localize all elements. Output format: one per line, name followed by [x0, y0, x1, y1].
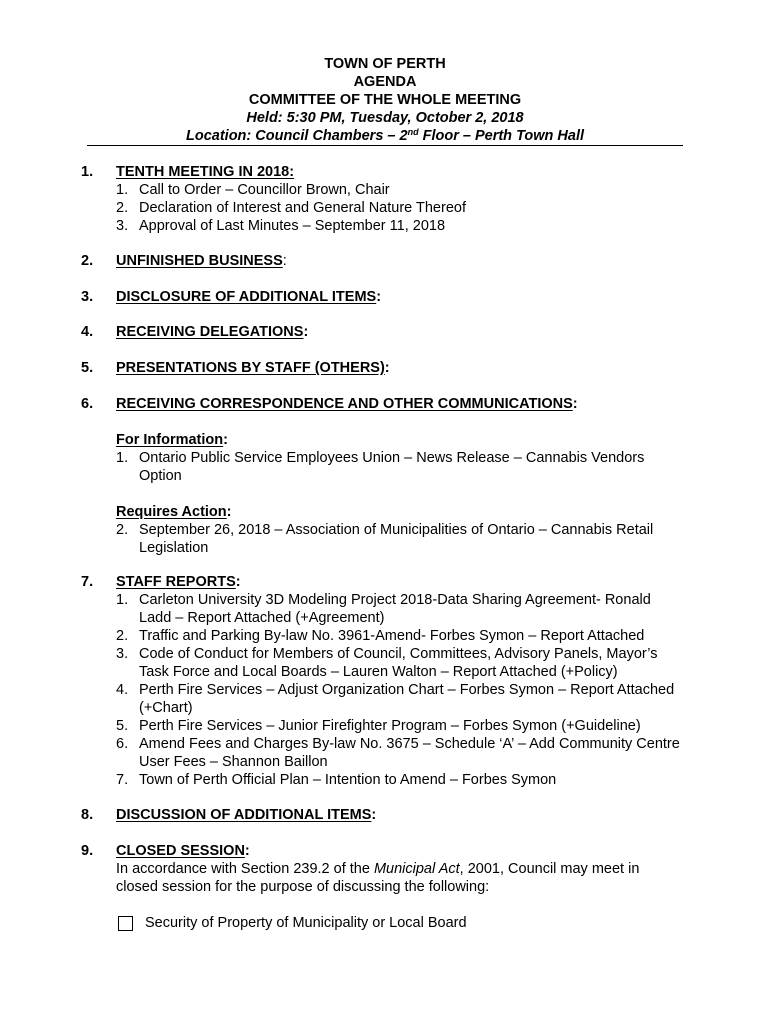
section-title: CLOSED SESSION:	[116, 843, 250, 859]
section-title: TENTH MEETING IN 2018:	[116, 164, 295, 180]
section-number: 3.	[81, 289, 94, 305]
location-superscript: nd	[407, 127, 419, 137]
action-list	[116, 521, 681, 557]
staff-report-list	[116, 591, 681, 789]
section-number: 8.	[81, 807, 94, 823]
list-item: 2. Declaration of Interest and General Nature Thereof	[116, 200, 466, 216]
checkbox[interactable]	[118, 916, 133, 931]
section-title: DISCLOSURE OF ADDITIONAL ITEMS:	[116, 289, 382, 305]
section-number: 5.	[81, 360, 94, 376]
location-prefix: Location: Council Chambers – 2	[186, 128, 408, 144]
list-item: 2. Traffic and Parking By-law No. 3961-Amend- Forbes Symon – Report Attached	[116, 628, 645, 644]
checkbox-label: Security of Property of Municipality or Local Board	[145, 915, 467, 931]
section-title: RECEIVING CORRESPONDENCE AND OTHER COMMUNICATIONS:	[116, 396, 578, 412]
section-title: STAFF REPORTS:	[116, 574, 241, 590]
agenda-header	[87, 55, 683, 145]
section-number: 9.	[81, 843, 94, 859]
requires-action-heading: Requires Action:	[116, 504, 232, 520]
location-suffix: Floor – Perth Town Hall	[418, 128, 584, 144]
section-number: 1.	[81, 164, 94, 180]
header-divider	[87, 145, 683, 146]
section-number: 6.	[81, 396, 94, 412]
section-number: 7.	[81, 574, 94, 590]
meeting-name: COMMITTEE OF THE WHOLE MEETING	[248, 92, 522, 108]
item-list	[116, 181, 681, 235]
closed-session-option	[116, 914, 681, 932]
list-item: 1. Carleton University 3D Modeling Project 2018-Data Sharing Agreement- Ronald Ladd – Report Attached (+Agreement)	[116, 592, 651, 626]
list-item: 1. Ontario Public Service Employees Union – News Release – Cannabis Vendors Option	[116, 450, 645, 484]
list-item: 6. Amend Fees and Charges By-law No. 3675 – Schedule ‘A’ – Add Community Centre User Fees – Shannon Baillon	[116, 736, 680, 770]
meeting-location	[87, 127, 683, 145]
section-title: PRESENTATIONS BY STAFF (OTHERS):	[116, 360, 390, 376]
closed-session-paragraph: In accordance with Section 239.2 of the Municipal Act, 2001, Council may meet in closed session for the purpose of discussing the following:	[116, 861, 640, 895]
for-information-heading: For Information:	[116, 432, 228, 448]
info-list	[116, 449, 681, 485]
list-item: 3. Code of Conduct for Members of Council, Committees, Advisory Panels, Mayor’s Task Force and Local Boards – Lauren Walton – Report Attached (+Policy)	[116, 646, 658, 680]
meeting-held: Held: 5:30 PM, Tuesday, October 2, 2018	[246, 110, 524, 126]
doc-type: AGENDA	[353, 74, 417, 90]
list-item: 7. Town of Perth Official Plan – Intention to Amend – Forbes Symon	[116, 772, 557, 788]
list-item: 4. Perth Fire Services – Adjust Organization Chart – Forbes Symon – Report Attached (+Chart)	[116, 682, 675, 716]
section-title: UNFINISHED BUSINESS:	[116, 253, 287, 269]
section-number: 4.	[81, 324, 94, 340]
town-name: TOWN OF PERTH	[324, 56, 446, 72]
section-title: RECEIVING DELEGATIONS:	[116, 324, 309, 340]
list-item: 2. September 26, 2018 – Association of Municipalities of Ontario – Cannabis Retail Legislation	[116, 522, 654, 556]
list-item: 3. Approval of Last Minutes – September 11, 2018	[116, 218, 446, 234]
section-number: 2.	[81, 253, 94, 269]
list-item: 1. Call to Order – Councillor Brown, Chair	[116, 182, 390, 198]
section-title: DISCUSSION OF ADDITIONAL ITEMS:	[116, 807, 377, 823]
list-item: 5. Perth Fire Services – Junior Firefighter Program – Forbes Symon (+Guideline)	[116, 718, 641, 734]
